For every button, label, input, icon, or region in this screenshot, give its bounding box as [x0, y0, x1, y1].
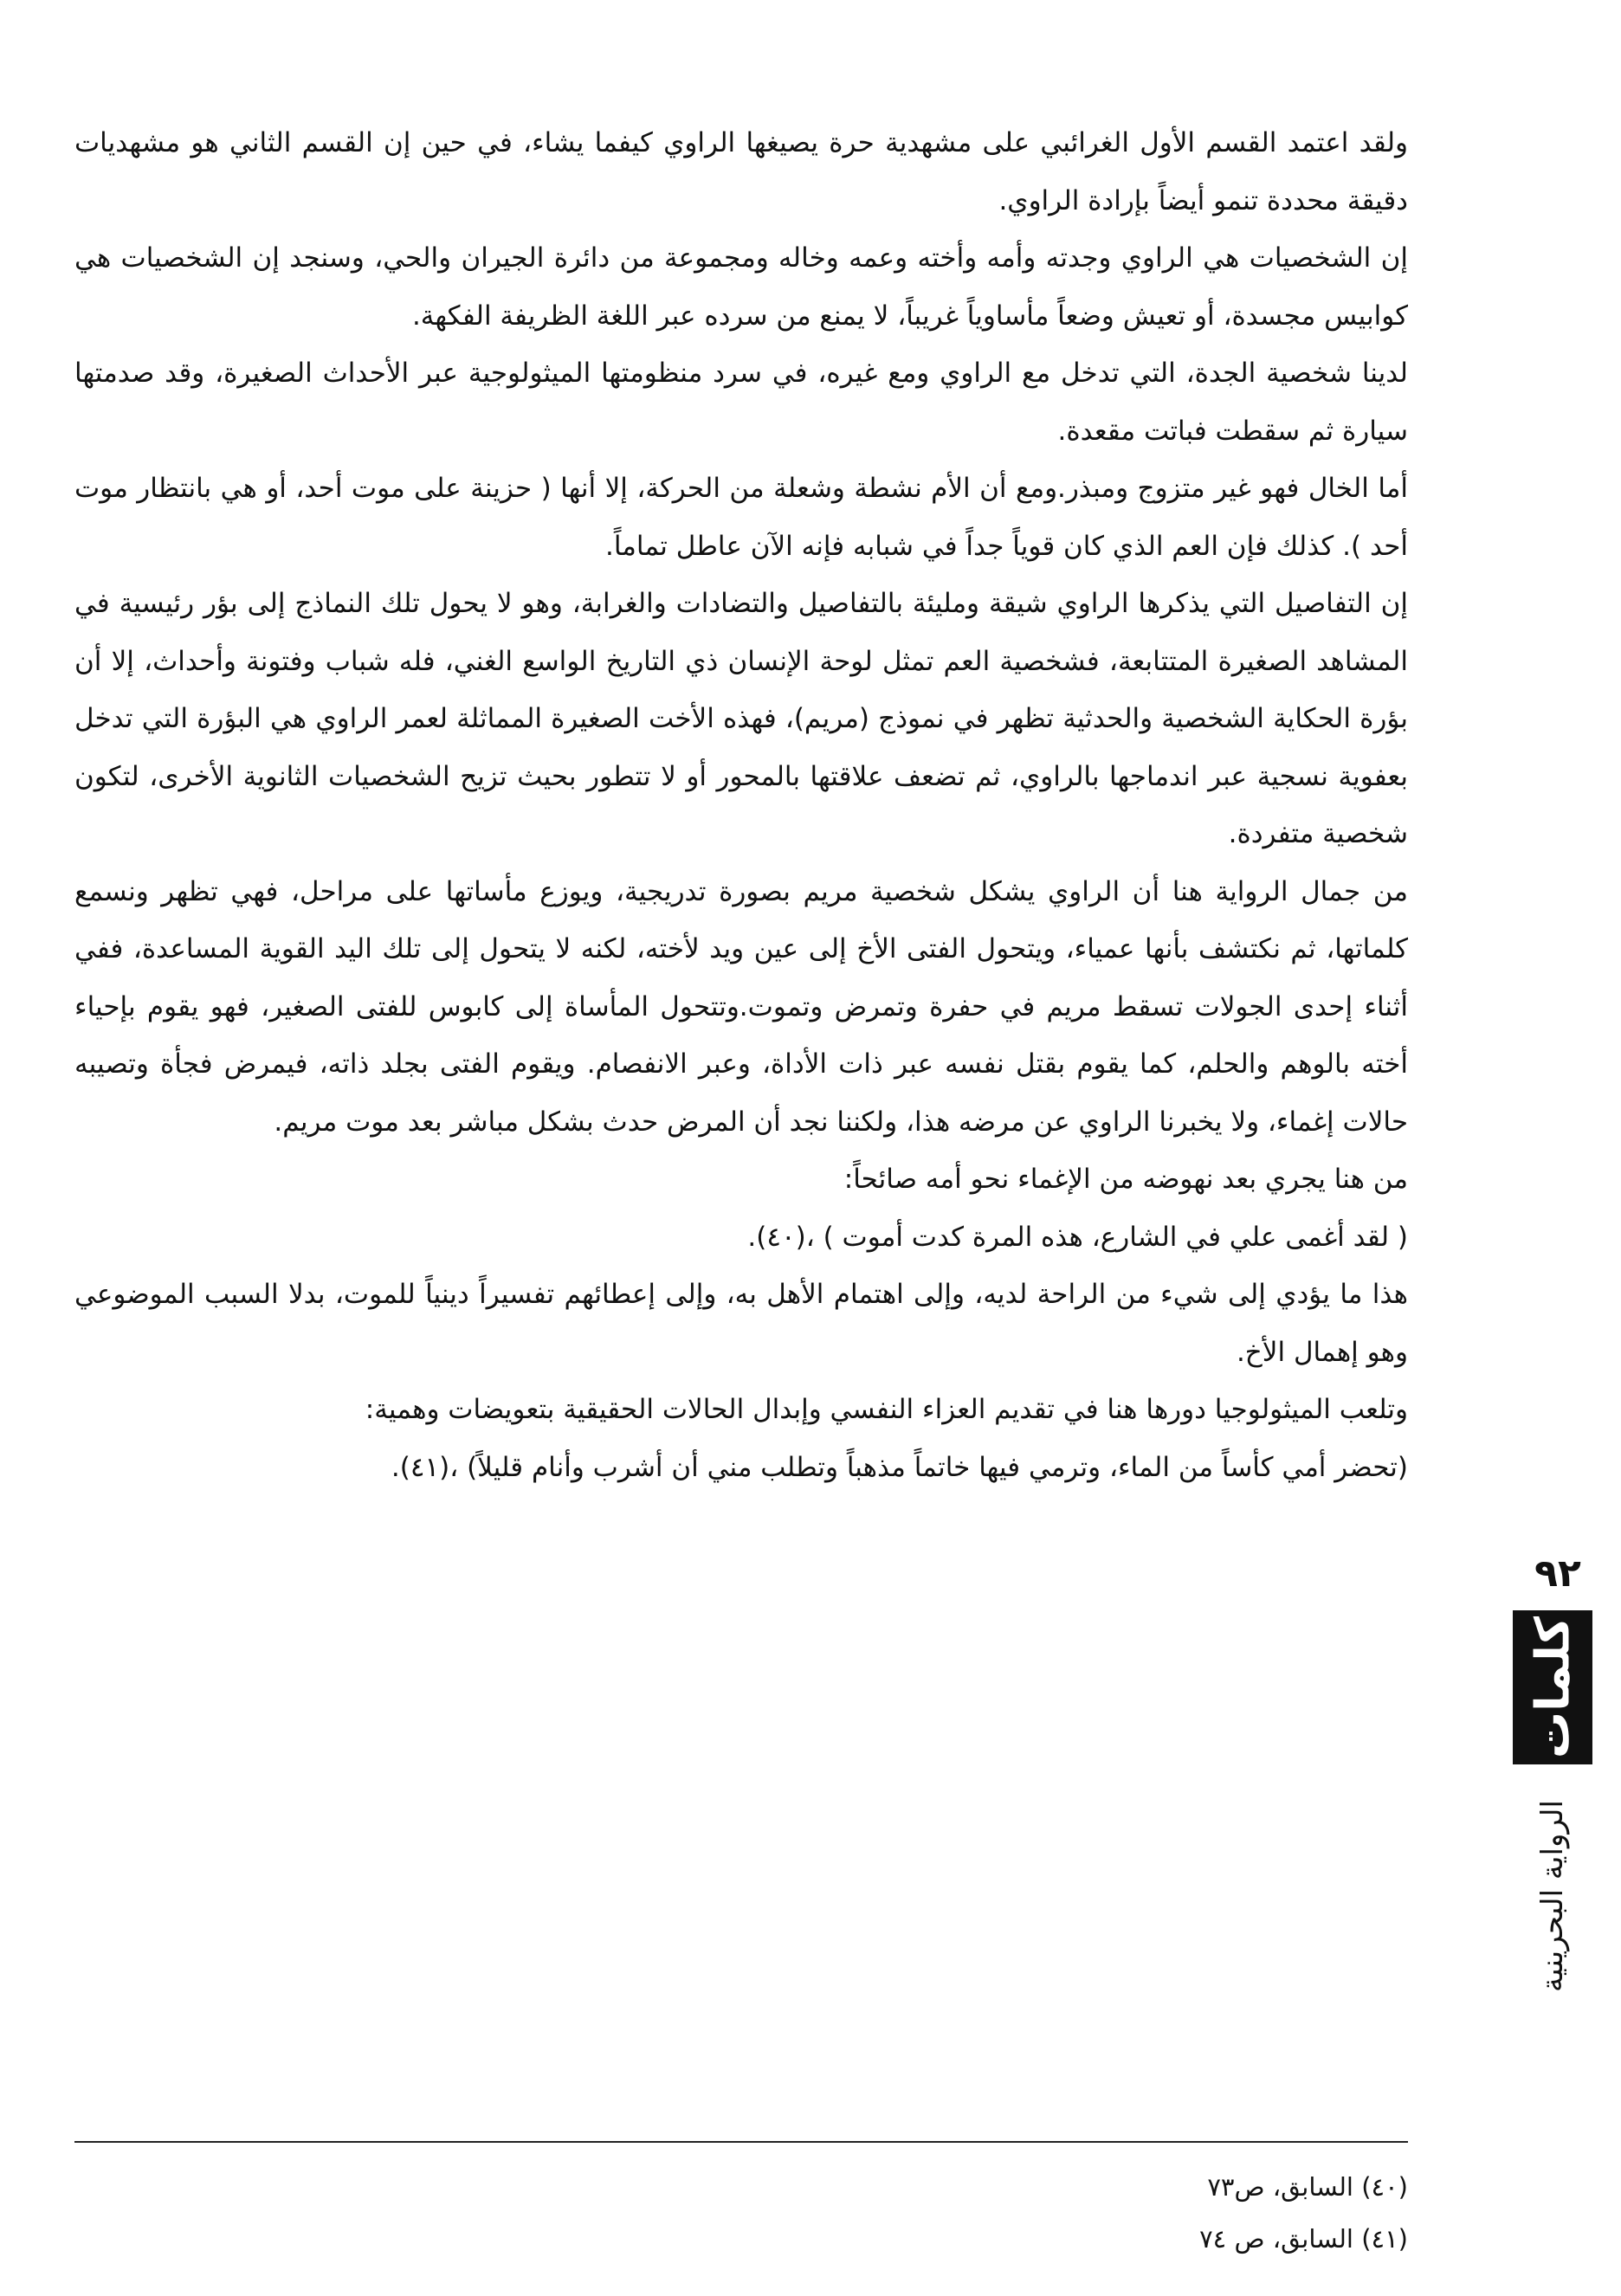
footnotes — [1199, 2161, 1408, 2265]
paragraph-9: وتلعب الميثولوجيا دورها هنا في تقديم العزاء النفسي وإبدال الحالات الحقيقية بتعويضات وهمية: — [365, 1394, 1408, 1425]
section-tab-label: كلمات — [1525, 1616, 1580, 1759]
footnote-41: (٤١) السابق، ص ٧٤ — [1199, 2224, 1408, 2254]
paragraph-5: إن التفاصيل التي يذكرها الراوي شيقة ومليئة بالتفاصيل والتضادات والغرابة، وهو لا يحول تلك النماذج إلى بؤر رئيسية في المشاهد الصغيرة المتتابعة، فشخصية العم تمثل لوحة الإنسان ذي التاريخ الواسع الغني، فله شباب وفتونة وأحداث، إلا أن بؤرة الحكاية الشخصية والحدثية تظهر في نموذج (مريم)، فهذه الأخت الصغيرة المماثلة لعمر الراوي هي البؤرة التي تدخل بعفوية نسجية عبر اندماجها بالراوي، ثم تضعف علاقتها بالمحور أو لا تتطور بحيث تزيح الشخصيات الثانوية الأخرى، لتكون شخصية متفردة. — [74, 588, 1408, 849]
section-caption: الرواية البحرينية — [1535, 1800, 1570, 1992]
paragraph-8: هذا ما يؤدي إلى شيء من الراحة لديه، وإلى اهتمام الأهل به، وإلى إعطائهم تفسيراً دينياً للموت، بدلا السبب الموضوعي وهو إهمال الأخ. — [74, 1279, 1408, 1368]
paragraph-7: من هنا يجري بعد نهوضه من الإغماء نحو أمه صائحاً: — [843, 1164, 1408, 1195]
paragraph-3: لدينا شخصية الجدة، التي تدخل مع الراوي ومع غيره، في سرد منظومتها الميثولوجية عبر الأحداث الصغيرة، وقد صدمتها سيارة ثم سقطت فباتت مقعدة. — [74, 358, 1408, 447]
page-number: ٩٢ — [1534, 1551, 1581, 1596]
footnote-40: (٤٠) السابق، ص٧٣ — [1207, 2172, 1408, 2202]
paragraph-2: إن الشخصيات هي الراوي وجدته وأمه وأخته وعمه وخاله ومجموعة من دائرة الجيران والحي، وسنجد إن الشخصيات هي كوابيس مجسدة، أو تعيش وضعاً مأساوياً غريباً، لا يمنع من سرده عبر اللغة الظريفة الفكهة. — [74, 242, 1408, 332]
paragraph-4: أما الخال فهو غير متزوج ومبذر.ومع أن الأم نشطة وشعلة من الحركة، إلا أنها ( حزينة على موت أحد، أو هي بانتظار موت أحد ). كذلك فإن العم الذي كان قوياً جداً في شبابه فإنه الآن عاطل تماماً. — [74, 473, 1408, 562]
paragraph-1: ولقد اعتمد القسم الأول الغرائبي على مشهدية حرة يصيغها الراوي كيفما يشاء، في حين إن القسم الثاني هو مشهديات دقيقة محددة تنمو أيضاً بإرادة الراوي. — [74, 127, 1408, 216]
quote-40: ( لقد أغمى علي في الشارع، هذه المرة كدت أموت ) ،(٤٠). — [747, 1221, 1408, 1253]
section-tab — [1513, 1610, 1592, 1764]
footnote-divider — [74, 2141, 1408, 2143]
paragraph-6: من جمال الرواية هنا أن الراوي يشكل شخصية مريم بصورة تدريجية، ويوزع مأساتها على مراحل، فهي تظهر ونسمع كلماتها، ثم نكتشف بأنها عمياء، ويتحول الفتى الأخ إلى عين ويد لأخته، لكنه لا يتحول إلى تلك اليد القوية المساعدة، ففي أثناء إحدى الجولات تسقط مريم في حفرة وتمرض وتموت.وتتحول المأساة إلى كابوس للفتى الصغير، فهو يقوم بإحياء أخته بالوهم والحلم، كما يقوم بقتل نفسه عبر ذات الأداة، وعبر الانفصام. ويقوم الفتى بجلد ذاته، فيمرض فجأة وتصيبه حالات إغماء، ولا يخبرنا الراوي عن مرضه هذا، ولكننا نجد أن المرض حدث بشكل مباشر بعد موت مريم. — [74, 875, 1408, 1138]
quote-41: (تحضر أمي كأساً من الماء، وترمي فيها خاتماً مذهباً وتطلب مني أن أشرب وأنام قليلاً) ،(٤١). — [391, 1451, 1408, 1483]
body-text — [74, 114, 1408, 1496]
